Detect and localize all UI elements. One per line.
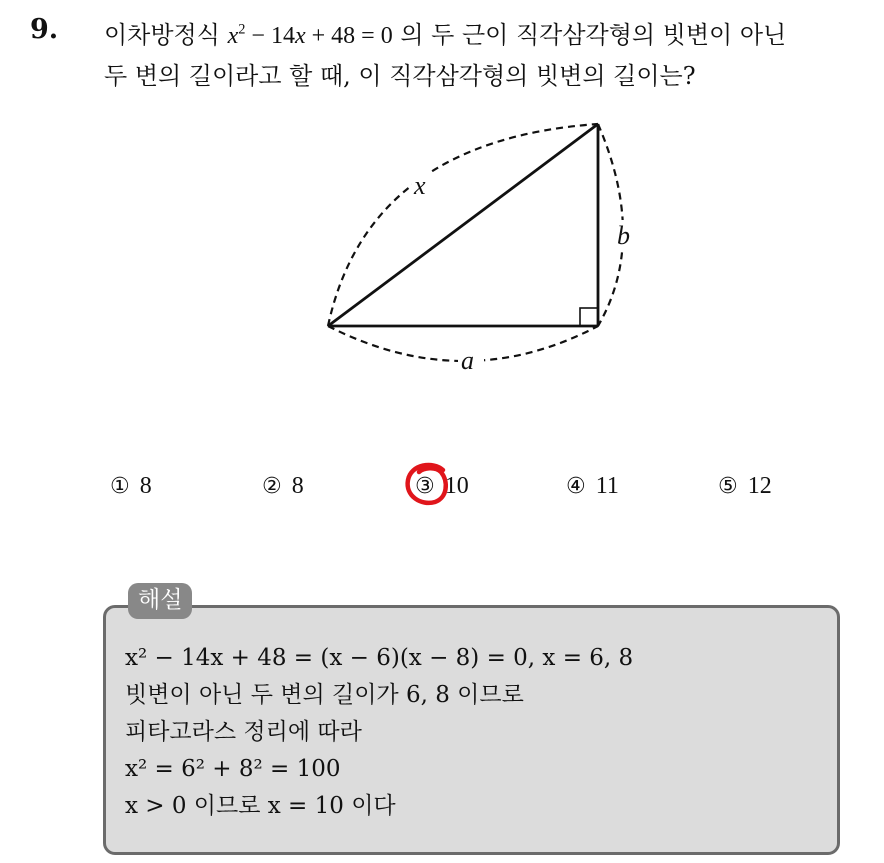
solution-text bbox=[125, 640, 633, 825]
choice-2[interactable]: ② 8 bbox=[262, 473, 304, 499]
hypotenuse-side bbox=[328, 124, 598, 326]
selected-answer-circle bbox=[403, 460, 451, 508]
right-triangle-figure bbox=[300, 100, 660, 390]
solution-line-4: x² = 6² + 8² = 100 bbox=[125, 756, 341, 782]
solution-tag: 해설 bbox=[128, 583, 192, 619]
choice-5[interactable]: ⑤ 12 bbox=[718, 473, 772, 499]
solution-line-3: 피타고라스 정리에 따라 bbox=[125, 719, 362, 745]
label-x: x bbox=[414, 171, 426, 200]
question-line-1 bbox=[104, 15, 786, 56]
question-line-1-end: 의 두 근이 직각삼각형의 빗변이 아닌 bbox=[392, 21, 787, 49]
question-text bbox=[104, 15, 786, 96]
choice-4[interactable]: ④ 11 bbox=[566, 473, 619, 499]
right-angle-marker bbox=[580, 308, 598, 326]
question-line-2: 두 변의 길이라고 할 때, 이 직각삼각형의 빗변의 길이는? bbox=[104, 62, 696, 90]
choice-1[interactable]: ① 8 bbox=[110, 473, 152, 499]
solution-line-5: x > 0 이므로 x = 10 이다 bbox=[125, 793, 396, 819]
question-line-1-start: 이차방정식 bbox=[104, 21, 228, 49]
label-a: a bbox=[461, 346, 474, 375]
solution-line-1: x² − 14x + 48 = (x − 6)(x − 8) = 0, x = 6, 8 bbox=[125, 645, 634, 671]
label-b: b bbox=[617, 221, 630, 250]
solution-line-2: 빗변이 아닌 두 변의 길이가 6, 8 이므로 bbox=[125, 682, 524, 708]
equation: $x^2 - 14x + 48 = 0$ bbox=[227, 21, 393, 49]
choice-3[interactable]: ③ 10 bbox=[415, 473, 469, 499]
question-number: 9. bbox=[30, 14, 59, 45]
